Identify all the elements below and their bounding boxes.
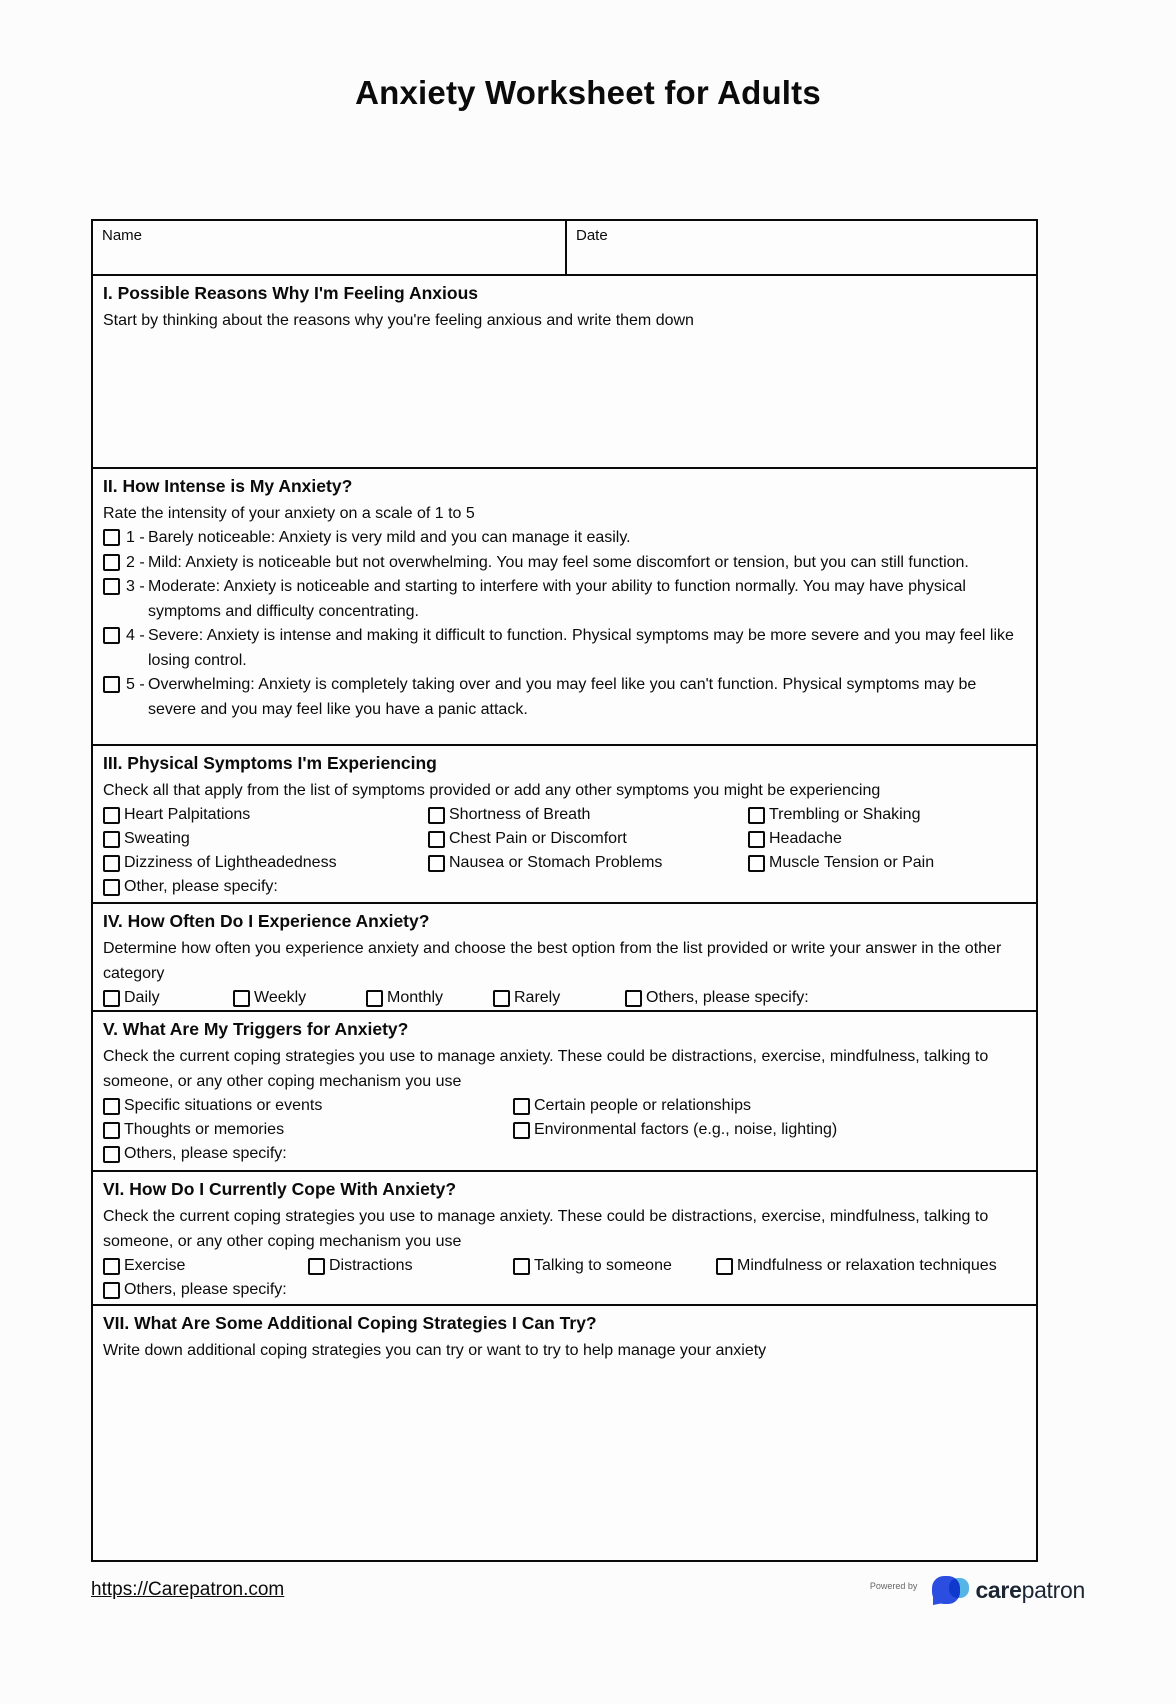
- section-anxiety-frequency: [93, 904, 1036, 1012]
- symptom-option[interactable]: [748, 851, 934, 875]
- trigger-row: [103, 1118, 1026, 1142]
- brand-name: [975, 1577, 1085, 1604]
- checkbox[interactable]: [103, 1122, 120, 1139]
- coping-other-row: [103, 1278, 1026, 1302]
- section-current-coping: [93, 1172, 1036, 1306]
- section-description: Start by thinking about the reasons why you're feeling anxious and write them down: [103, 312, 694, 329]
- coping-label: Distractions: [329, 1257, 413, 1274]
- other-label: Others, please specify:: [124, 1281, 287, 1298]
- brand-name-care: care: [975, 1576, 1022, 1603]
- checkbox[interactable]: [103, 831, 120, 848]
- coping-option-mindfulness[interactable]: [716, 1254, 997, 1278]
- section-physical-symptoms: [93, 746, 1036, 904]
- symptom-label: Nausea or Stomach Problems: [449, 854, 663, 871]
- intensity-option-3[interactable]: [103, 575, 1026, 624]
- symptom-row: [103, 851, 1026, 875]
- coping-label: Mindfulness or relaxation techniques: [737, 1257, 997, 1274]
- intensity-option-2[interactable]: [103, 551, 1026, 576]
- date-field[interactable]: [567, 221, 1036, 274]
- symptom-option[interactable]: [428, 803, 748, 827]
- symptom-label: Shortness of Breath: [449, 806, 591, 823]
- checkbox[interactable]: [103, 627, 120, 644]
- symptom-option[interactable]: [748, 803, 920, 827]
- scale-text: Mild: Anxiety is noticeable but not overwhelming. You may feel some discomfort or tension, but you can still function.: [148, 553, 969, 571]
- intensity-option-5[interactable]: [103, 673, 1026, 722]
- checkbox[interactable]: [103, 807, 120, 824]
- checkbox[interactable]: [513, 1098, 530, 1115]
- symptom-option[interactable]: [103, 827, 428, 851]
- section-additional-strategies: [93, 1306, 1036, 1560]
- checkbox[interactable]: [103, 1282, 120, 1299]
- checkbox[interactable]: [625, 990, 642, 1007]
- worksheet-form: [91, 219, 1038, 1562]
- symptom-option[interactable]: [428, 851, 748, 875]
- section-description: Check the current coping strategies you use to manage anxiety. These could be distractions, exercise, mindfulness, talking to someone, or any other coping mechanism you use: [103, 1208, 989, 1250]
- coping-other-option[interactable]: [103, 1278, 287, 1302]
- frequency-option-others[interactable]: [625, 986, 809, 1010]
- symptom-row: [103, 827, 1026, 851]
- name-field[interactable]: [93, 221, 567, 274]
- section-title: VI. How Do I Currently Cope With Anxiety?: [103, 1179, 457, 1199]
- page-title: Anxiety Worksheet for Adults: [355, 74, 821, 111]
- section-title: I. Possible Reasons Why I'm Feeling Anxious: [103, 283, 478, 303]
- checkbox[interactable]: [366, 990, 383, 1007]
- symptom-label: Headache: [769, 830, 842, 847]
- checkbox[interactable]: [103, 554, 120, 571]
- trigger-label: Specific situations or events: [124, 1097, 323, 1114]
- symptom-label: Muscle Tension or Pain: [769, 854, 935, 871]
- symptom-row: [103, 803, 1026, 827]
- checkbox[interactable]: [103, 990, 120, 1007]
- symptom-option[interactable]: [103, 851, 428, 875]
- frequency-label: Weekly: [254, 989, 307, 1006]
- scale-number: 1 -: [126, 529, 145, 546]
- trigger-option[interactable]: [513, 1094, 751, 1118]
- checkbox[interactable]: [103, 578, 120, 595]
- frequency-option-rarely[interactable]: [493, 986, 625, 1010]
- section-title: V. What Are My Triggers for Anxiety?: [103, 1019, 409, 1039]
- checkbox[interactable]: [493, 990, 510, 1007]
- coping-option-exercise[interactable]: [103, 1254, 308, 1278]
- section-title: III. Physical Symptoms I'm Experiencing: [103, 753, 437, 773]
- section-title: II. How Intense is My Anxiety?: [103, 476, 353, 496]
- other-label: Other, please specify:: [124, 878, 278, 895]
- symptom-label: Chest Pain or Discomfort: [449, 830, 627, 847]
- section-description: Determine how often you experience anxiety and choose the best option from the list provided or write your answer in the other category: [103, 940, 1002, 982]
- coping-option-distractions[interactable]: [308, 1254, 513, 1278]
- symptom-label: Heart Palpitations: [124, 806, 251, 823]
- frequency-option-weekly[interactable]: [233, 986, 366, 1010]
- checkbox[interactable]: [103, 855, 120, 872]
- checkbox[interactable]: [748, 855, 765, 872]
- symptom-other-row: [103, 875, 1026, 899]
- checkbox[interactable]: [103, 879, 120, 896]
- carepatron-bubbles-icon: [927, 1571, 971, 1609]
- symptom-label: Dizziness of Lightheadedness: [124, 854, 337, 871]
- symptom-option[interactable]: [428, 827, 748, 851]
- scale-number: 5 -: [126, 676, 145, 693]
- intensity-option-4[interactable]: [103, 624, 1026, 673]
- trigger-option[interactable]: [103, 1094, 513, 1118]
- name-date-row: [93, 221, 1036, 276]
- trigger-option[interactable]: [103, 1118, 513, 1142]
- checkbox[interactable]: [748, 807, 765, 824]
- checkbox[interactable]: [103, 1098, 120, 1115]
- brand-block: [870, 1571, 1085, 1609]
- section-description: Write down additional coping strategies you can try or want to try to help manage your anxiety: [103, 1342, 767, 1359]
- frequency-option-daily[interactable]: [103, 986, 233, 1010]
- trigger-label: Certain people or relationships: [534, 1097, 752, 1114]
- other-label: Others, please specify:: [124, 1145, 287, 1162]
- section-anxiety-triggers: [93, 1012, 1036, 1172]
- scale-text: Overwhelming: Anxiety is completely taking over and you may feel like you can't function. Physical symptoms may be severe and you may feel like you have a panic attack.: [148, 676, 977, 718]
- scale-text: Moderate: Anxiety is noticeable and starting to interfere with your ability to function normally. You may have physical symptoms and difficulty concentrating.: [148, 578, 966, 620]
- section-description: Rate the intensity of your anxiety on a scale of 1 to 5: [103, 505, 475, 522]
- frequency-label: Others, please specify:: [646, 989, 809, 1006]
- scale-text: Severe: Anxiety is intense and making it difficult to function. Physical symptoms may be more severe and you may feel like losing control.: [148, 627, 1014, 669]
- footer: [91, 1571, 1085, 1609]
- section-title: VII. What Are Some Additional Coping Strategies I Can Try?: [103, 1313, 597, 1333]
- frequency-label: Rarely: [514, 989, 561, 1006]
- section-description: Check all that apply from the list of symptoms provided or add any other symptoms you might be experiencing: [103, 782, 881, 799]
- trigger-option[interactable]: [513, 1118, 837, 1142]
- checkbox[interactable]: [233, 990, 250, 1007]
- checkbox[interactable]: [103, 529, 120, 546]
- checkbox[interactable]: [748, 831, 765, 848]
- trigger-row: [103, 1094, 1026, 1118]
- coping-label: Exercise: [124, 1257, 186, 1274]
- symptom-other-option[interactable]: [103, 875, 278, 899]
- checkbox[interactable]: [513, 1258, 530, 1275]
- intensity-option-1[interactable]: [103, 526, 1026, 551]
- trigger-label: Thoughts or memories: [124, 1121, 285, 1138]
- symptom-option[interactable]: [748, 827, 842, 851]
- trigger-other-row: [103, 1142, 1026, 1166]
- scale-number: 2 -: [126, 553, 145, 571]
- checkbox[interactable]: [428, 807, 445, 824]
- section-description: Check the current coping strategies you use to manage anxiety. These could be distractions, exercise, mindfulness, talking to someone, or any other coping mechanism you use: [103, 1048, 989, 1090]
- scale-text: Barely noticeable: Anxiety is very mild and you can manage it easily.: [148, 529, 631, 546]
- trigger-label: Environmental factors (e.g., noise, lighting): [534, 1121, 838, 1138]
- frequency-option-monthly[interactable]: [366, 986, 493, 1010]
- date-label: Date: [576, 227, 608, 244]
- section-title: IV. How Often Do I Experience Anxiety?: [103, 911, 430, 931]
- coping-row: [103, 1254, 1026, 1278]
- checkbox[interactable]: [716, 1258, 733, 1275]
- section-possible-reasons: [93, 276, 1036, 469]
- carepatron-logo: [927, 1571, 1085, 1609]
- symptom-option[interactable]: [103, 803, 428, 827]
- name-label: Name: [102, 227, 143, 244]
- carepatron-link[interactable]: https://Carepatron.com: [91, 1579, 285, 1600]
- checkbox[interactable]: [428, 855, 445, 872]
- checkbox[interactable]: [103, 676, 120, 693]
- coping-label: Talking to someone: [534, 1257, 672, 1274]
- brand-name-patron: patron: [1021, 1576, 1085, 1603]
- powered-by-label: Powered by: [869, 1581, 918, 1591]
- symptom-label: Sweating: [124, 830, 190, 847]
- section-anxiety-intensity: [93, 469, 1036, 746]
- checkbox[interactable]: [428, 831, 445, 848]
- checkbox[interactable]: [308, 1258, 325, 1275]
- checkbox[interactable]: [103, 1258, 120, 1275]
- checkbox[interactable]: [513, 1122, 530, 1139]
- scale-number: 4 -: [126, 627, 145, 644]
- symptom-label: Trembling or Shaking: [769, 806, 921, 823]
- trigger-other-option[interactable]: [103, 1142, 287, 1166]
- frequency-label: Monthly: [387, 989, 444, 1006]
- frequency-row: [103, 986, 1026, 1010]
- checkbox[interactable]: [103, 1146, 120, 1163]
- coping-option-talking[interactable]: [513, 1254, 716, 1278]
- frequency-label: Daily: [124, 989, 160, 1006]
- scale-number: 3 -: [126, 578, 145, 595]
